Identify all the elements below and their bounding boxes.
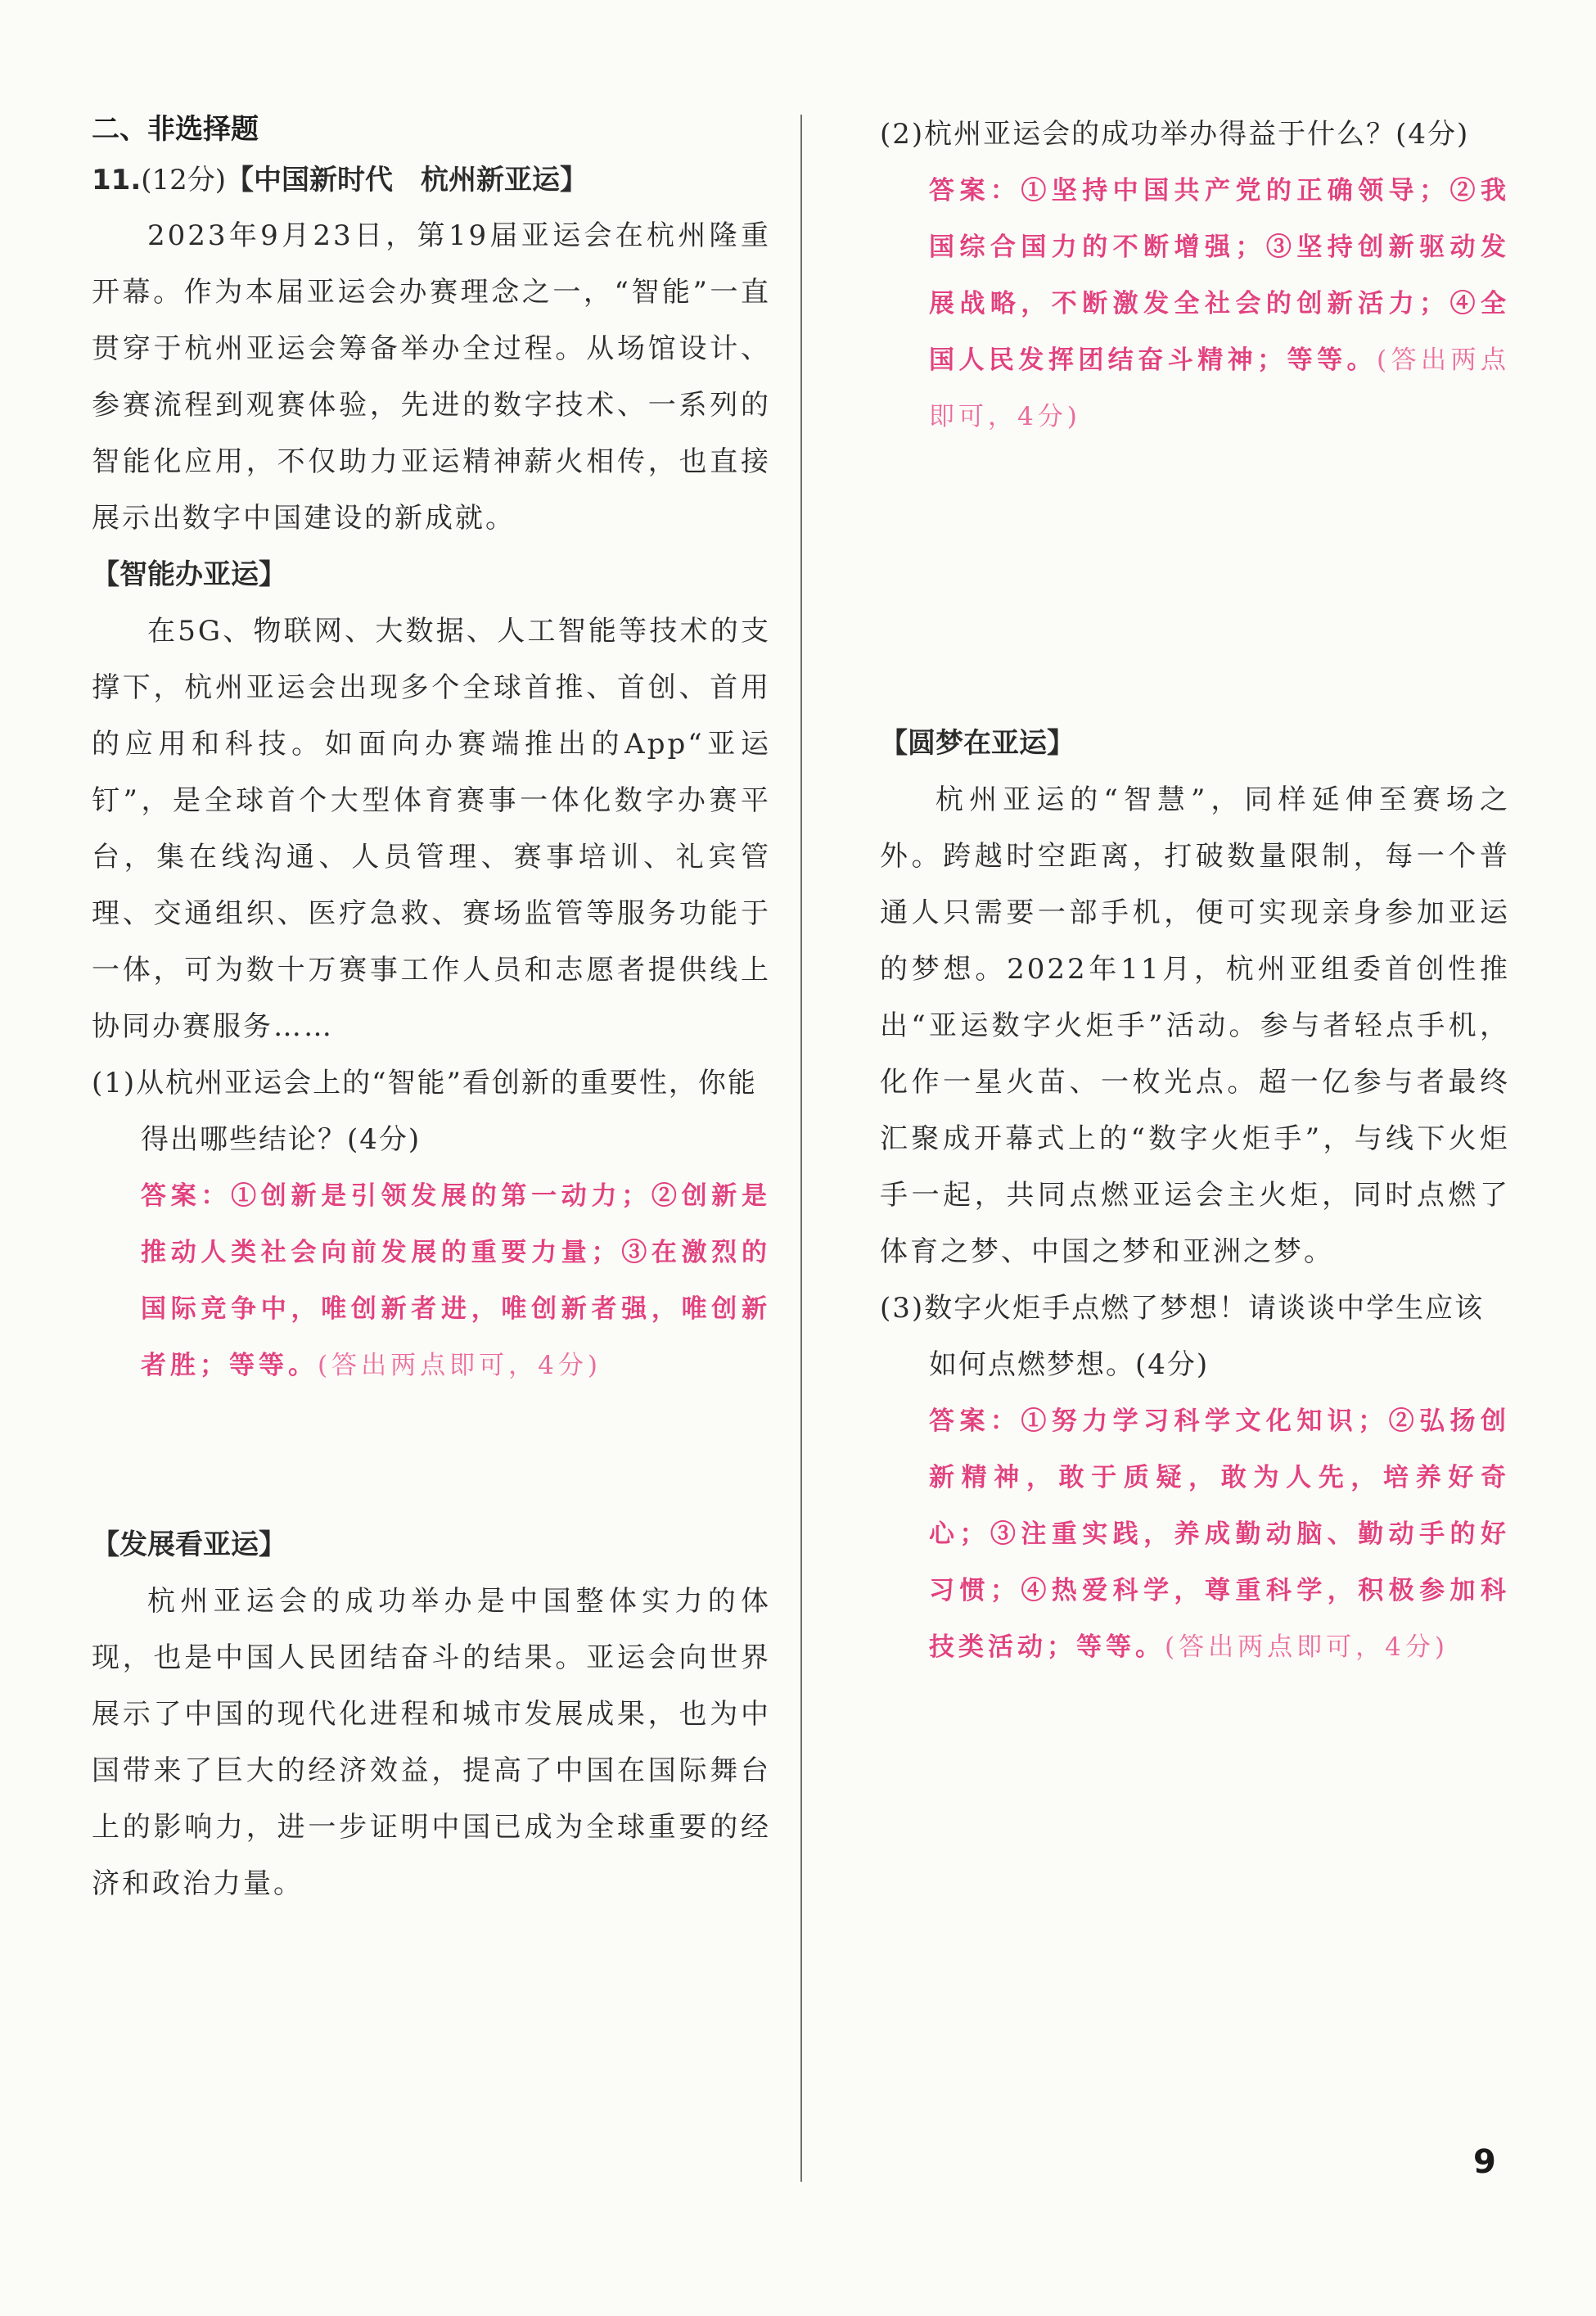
section-title: 二、非选择题 bbox=[92, 113, 259, 146]
answer-2-note: (答出两点即可，4分) bbox=[929, 345, 1510, 431]
answer-3-text: 答案：①努力学习科学文化知识；②弘扬创新精神，敢于质疑，敢为人先，培养好奇心；③注重实践，养成勤动脑、勤动手的好习惯；④热爱科学，尊重科学，积极参加科技类活动；等等。 bbox=[929, 1406, 1510, 1662]
question-3: (3)数字火炬手点燃了梦想！请谈谈中学生应该如何点燃梦想。(4分) bbox=[880, 1292, 1485, 1381]
page-number: 9 bbox=[1473, 2143, 1496, 2181]
question-topic: 【中国新时代 杭州新亚运】 bbox=[226, 164, 588, 196]
part3-heading: 【圆梦在亚运】 bbox=[880, 727, 1075, 760]
answer-1 bbox=[92, 1168, 771, 1394]
question-2: (2)杭州亚运会的成功举办得益于什么？(4分) bbox=[880, 118, 1470, 151]
question-score: (12分) bbox=[141, 164, 227, 196]
answer-3 bbox=[880, 1393, 1510, 1676]
part1-paragraph: 在5G、物联网、大数据、人工智能等技术的支撑下，杭州亚运会出现多个全球首推、首创、首用的应用和科技。如面向办赛端推出的App“亚运钉”，是全球首个大型体育赛事一体化数字办赛平台，集在线沟通、人员管理、赛事培训、礼宾管理、交通组织、医疗急救、赛场监管等服务功能于一体，可为数十万赛事工作人员和志愿者提供线上协同办赛服务…… bbox=[92, 615, 771, 1043]
answer-space bbox=[880, 445, 1510, 716]
answer-1-note: (答出两点即可，4分) bbox=[318, 1351, 602, 1380]
answer-3-note: (答出两点即可，4分) bbox=[1165, 1632, 1449, 1662]
answer-space bbox=[92, 1394, 771, 1517]
intro-paragraph: 2023年9月23日，第19届亚运会在杭州隆重开幕。作为本届亚运会办赛理念之一，“智能”一直贯穿于杭州亚运会筹备举办全过程。从场馆设计、参赛流程到观赛体验，先进的数字技术、一系列的智能化应用，不仅助力亚运精神薪火相传，也直接展示出数字中国建设的新成就。 bbox=[92, 219, 771, 535]
part2-heading: 【发展看亚运】 bbox=[92, 1528, 286, 1561]
question-1: (1)从杭州亚运会上的“智能”看创新的重要性，你能得出哪些结论？(4分) bbox=[92, 1067, 757, 1156]
question-11-header bbox=[92, 152, 771, 208]
left-column bbox=[92, 106, 771, 1912]
column-divider bbox=[800, 115, 802, 2182]
question-number: 11. bbox=[92, 164, 142, 196]
right-column bbox=[880, 106, 1510, 1676]
part1-heading: 【智能办亚运】 bbox=[92, 558, 286, 591]
answer-2-text: 答案：①坚持中国共产党的正确领导；②我国综合国力的不断增强；③坚持创新驱动发展战略，不断激发全社会的创新活力；④全国人民发挥团结奋斗精神；等等。 bbox=[929, 176, 1510, 375]
part2-paragraph: 杭州亚运会的成功举办是中国整体实力的体现，也是中国人民团结奋斗的结果。亚运会向世界展示了中国的现代化进程和城市发展成果，也为中国带来了巨大的经济效益，提高了中国在国际舞台上的影响力，进一步证明中国已成为全球重要的经济和政治力量。 bbox=[92, 1585, 771, 1900]
part3-paragraph: 杭州亚运的“智慧”，同样延伸至赛场之外。跨越时空距离，打破数量限制，每一个普通人只需要一部手机，便可实现亲身参加亚运的梦想。2022年11月，杭州亚组委首创性推出“亚运数字火炬手”活动。参与者轻点手机，化作一星火苗、一枚光点。超一亿参与者最终汇聚成开幕式上的“数字火炬手”，与线下火炬手一起，共同点燃亚运会主火炬，同时点燃了体育之梦、中国之梦和亚洲之梦。 bbox=[880, 783, 1510, 1268]
answer-1-text: 答案：①创新是引领发展的第一动力；②创新是推动人类社会向前发展的重要力量；③在激烈的国际竞争中，唯创新者进，唯创新者强，唯创新者胜；等等。 bbox=[141, 1181, 771, 1380]
answer-2 bbox=[880, 163, 1510, 445]
